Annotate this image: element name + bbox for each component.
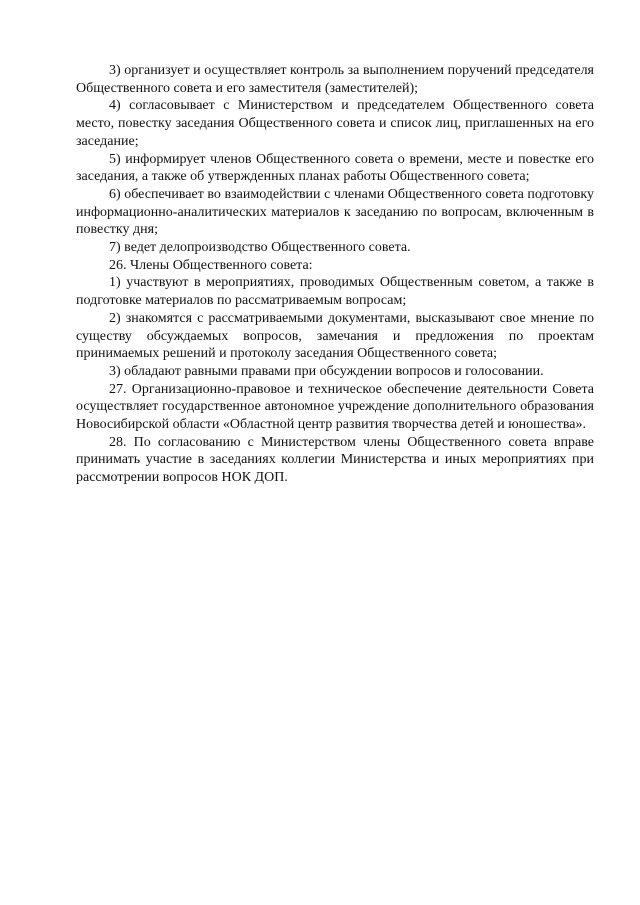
paragraph-item-7: 7) ведет делопроизводство Общественного совета.: [109, 240, 411, 256]
paragraph-clause-26: 26. Члены Общественного совета:: [109, 257, 313, 273]
paragraph-clause-28: 28. По согласованию с Министерством члены Общественного совета вправе принимать участие в заседаниях коллегии Министерства и иных мероприятиях при рассмотрении вопросов НОК ДОП.: [76, 434, 594, 486]
document-page: [76, 62, 594, 487]
paragraph-item-4: 4) согласовывает с Министерством и председателем Общественного совета место, повестку заседания Общественного совета и список лиц, приглашенных на его заседание;: [76, 98, 594, 149]
paragraph-clause-26-item-2: 2) знакомятся с рассматриваемыми документами, высказывают свое мнение по существу обсуждаемых вопросов, замечания и предложения по проектам принимаемых решений и протоколу заседания Общественного совета;: [76, 310, 594, 362]
paragraph-clause-26-item-3: 3) обладают равными правами при обсуждении вопросов и голосовании.: [109, 363, 544, 379]
paragraph-item-6: 6) обеспечивает во взаимодействии с членами Общественного совета подготовку информационно-аналитических материалов к заседанию по вопросам, включенным в повестку дня;: [76, 186, 594, 238]
paragraph-clause-27: 27. Организационно-правовое и техническое обеспечение деятельности Совета осуществляет государственное автономное учреждение дополнительного образования Новосибирской области «Областной центр развития творчества детей и юношества».: [76, 381, 594, 433]
paragraph-item-3: 3) организует и осуществляет контроль за выполнением поручений председателя Общественного совета и его заместителя (заместителей);: [76, 63, 594, 96]
paragraph-item-5: 5) информирует членов Общественного совета о времени, месте и повестке его заседания, а также об утвержденных планах работы Общественного совета;: [76, 151, 594, 185]
paragraph-clause-26-item-1: 1) участвуют в мероприятиях, проводимых Общественным советом, а также в подготовке материалов по рассматриваемым вопросам;: [76, 275, 594, 309]
